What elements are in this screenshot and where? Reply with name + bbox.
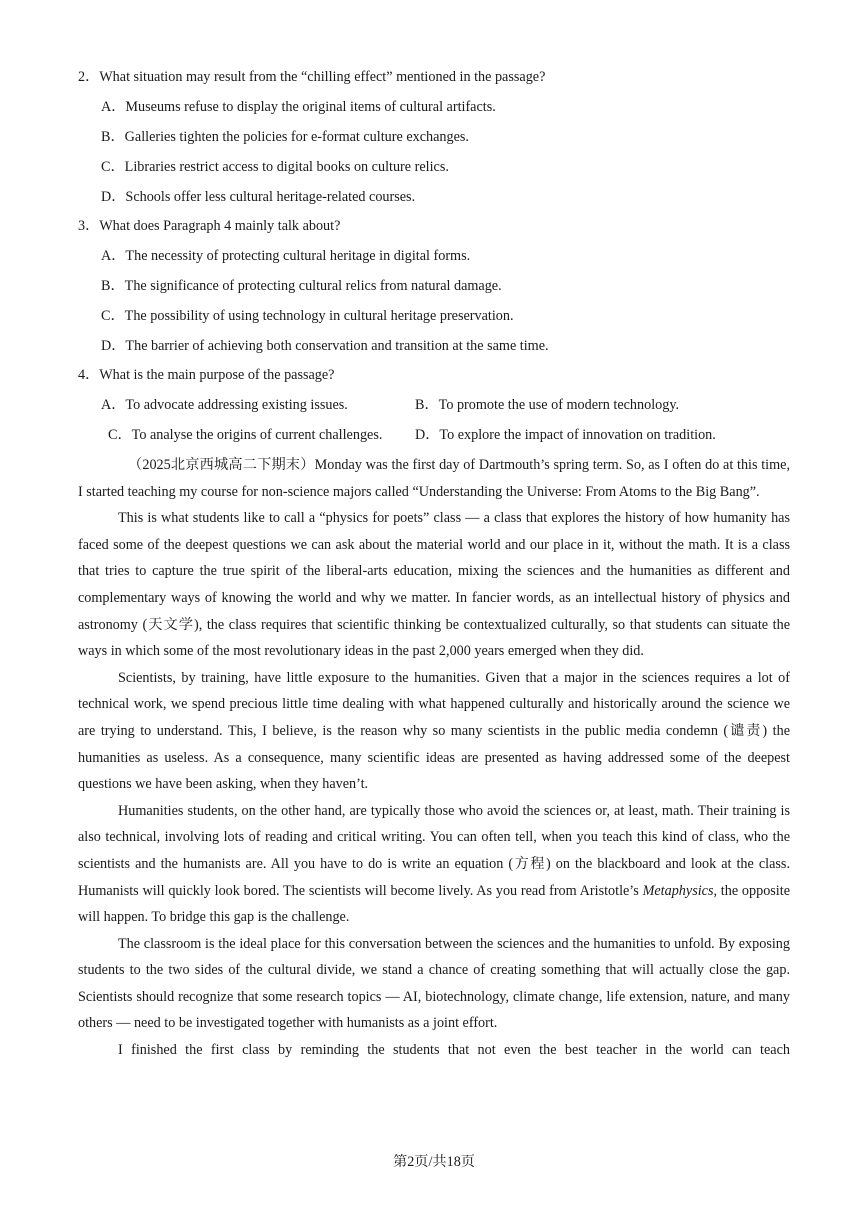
passage-paragraph-6: I finished the first class by reminding the students that not even the best teacher in the world can teach <box>118 1042 790 1059</box>
book-title-metaphysics: Metaphysics <box>642 882 714 899</box>
question-4-option-c: C．To analyse the origins of current challenges. <box>108 427 383 443</box>
question-4-option-d: D．To explore the impact of innovation on tradition. <box>415 427 716 443</box>
paragraph-4-text-before: Humanities students, on the other hand, are typically those who avoid the sciences or, at least, math. Their training is also technical, involving lots of reading and critical writing. You can often tell, when you teach this kind of class, who the scientists and the humanists are. All you have to do is write an equation (方程) on the blackboard and look at the class. Humanists will quickly look bored. The scientists will become lively. As you read from Aristotle’s <box>78 802 790 899</box>
question-2-option-a: A．Museums refuse to display the original items of cultural artifacts. <box>101 99 496 115</box>
paragraph-4-text-after: , the opposite will happen. To bridge this gap is the challenge. <box>78 882 790 926</box>
passage-paragraph-3: Scientists, by training, have little exposure to the humanities. Given that a major in the sciences requires a lot of technical work, we spend precious little time dealing with what happened culturally and historically around the science we are trying to understand. This, I believe, is the reason why so many scientists in the public media condemn (谴责) the humanities as useless. As a consequence, many scientific ideas are presented as having addressed some of the deepest questions we have been asking, when they haven’t. <box>78 669 790 793</box>
question-3-option-a: A．The necessity of protecting cultural heritage in digital forms. <box>101 248 471 264</box>
question-2-option-b: B．Galleries tighten the policies for e-format culture exchanges. <box>101 129 469 145</box>
passage-paragraph-5: The classroom is the ideal place for this conversation between the sciences and the humanities to unfold. By exposing students to the two sides of the cultural divide, we stand a chance of creating something that will actually close the gap. Scientists should recognize that some research topics — AI, biotechnology, climate change, life extension, nature, and many others — need to be investigated together with humanists as a joint effort. <box>78 935 790 1032</box>
question-3-option-d: D．The barrier of achieving both conservation and transition at the same time. <box>101 338 549 354</box>
question-2-option-d: D．Schools offer less cultural heritage-related courses. <box>101 189 416 205</box>
question-2-option-c: C．Libraries restrict access to digital books on culture relics. <box>101 159 449 175</box>
passage-paragraph-2: This is what students like to call a “physics for poets” class — a class that explores the history of how humanity has faced some of the deepest questions we can ask about the material world and our place in it, without the math. It is a class that tries to capture the true spirit of the liberal-arts education, mixing the sciences and the humanities as different and complementary ways of knowing the world and why we matter. In fancier words, as an intellectual history of physics and astronomy (天文学), the class requires that scientific thinking be contextualized culturally, so that students can situate the ways in which some of the most revolutionary ideas in the past 2,000 years emerged when they did. <box>78 510 790 660</box>
page-number-footer: 第2页/共18页 <box>393 1154 475 1170</box>
question-3-option-b: B．The significance of protecting cultural relics from natural damage. <box>101 278 502 294</box>
question-4-option-b: B．To promote the use of modern technology. <box>415 397 680 413</box>
question-4-option-a: A．To advocate addressing existing issues. <box>101 397 348 413</box>
question-3-stem: 3．What does Paragraph 4 mainly talk about? <box>78 218 341 234</box>
question-2-stem: 2．What situation may result from the “chilling effect” mentioned in the passage? <box>78 69 546 85</box>
question-4-stem: 4．What is the main purpose of the passage? <box>78 367 335 383</box>
passage-paragraph-4 <box>78 798 790 931</box>
question-3-option-c: C．The possibility of using technology in cultural heritage preservation. <box>101 308 514 324</box>
reading-passage <box>78 452 790 1064</box>
passage-paragraph-1: （2025北京西城高二下期末）Monday was the first day of Dartmouth’s spring term. So, as I often do at this time, I started teaching my course for non-science majors called “Understanding the Universe: From Atoms to the Big Bang”. <box>78 457 790 500</box>
